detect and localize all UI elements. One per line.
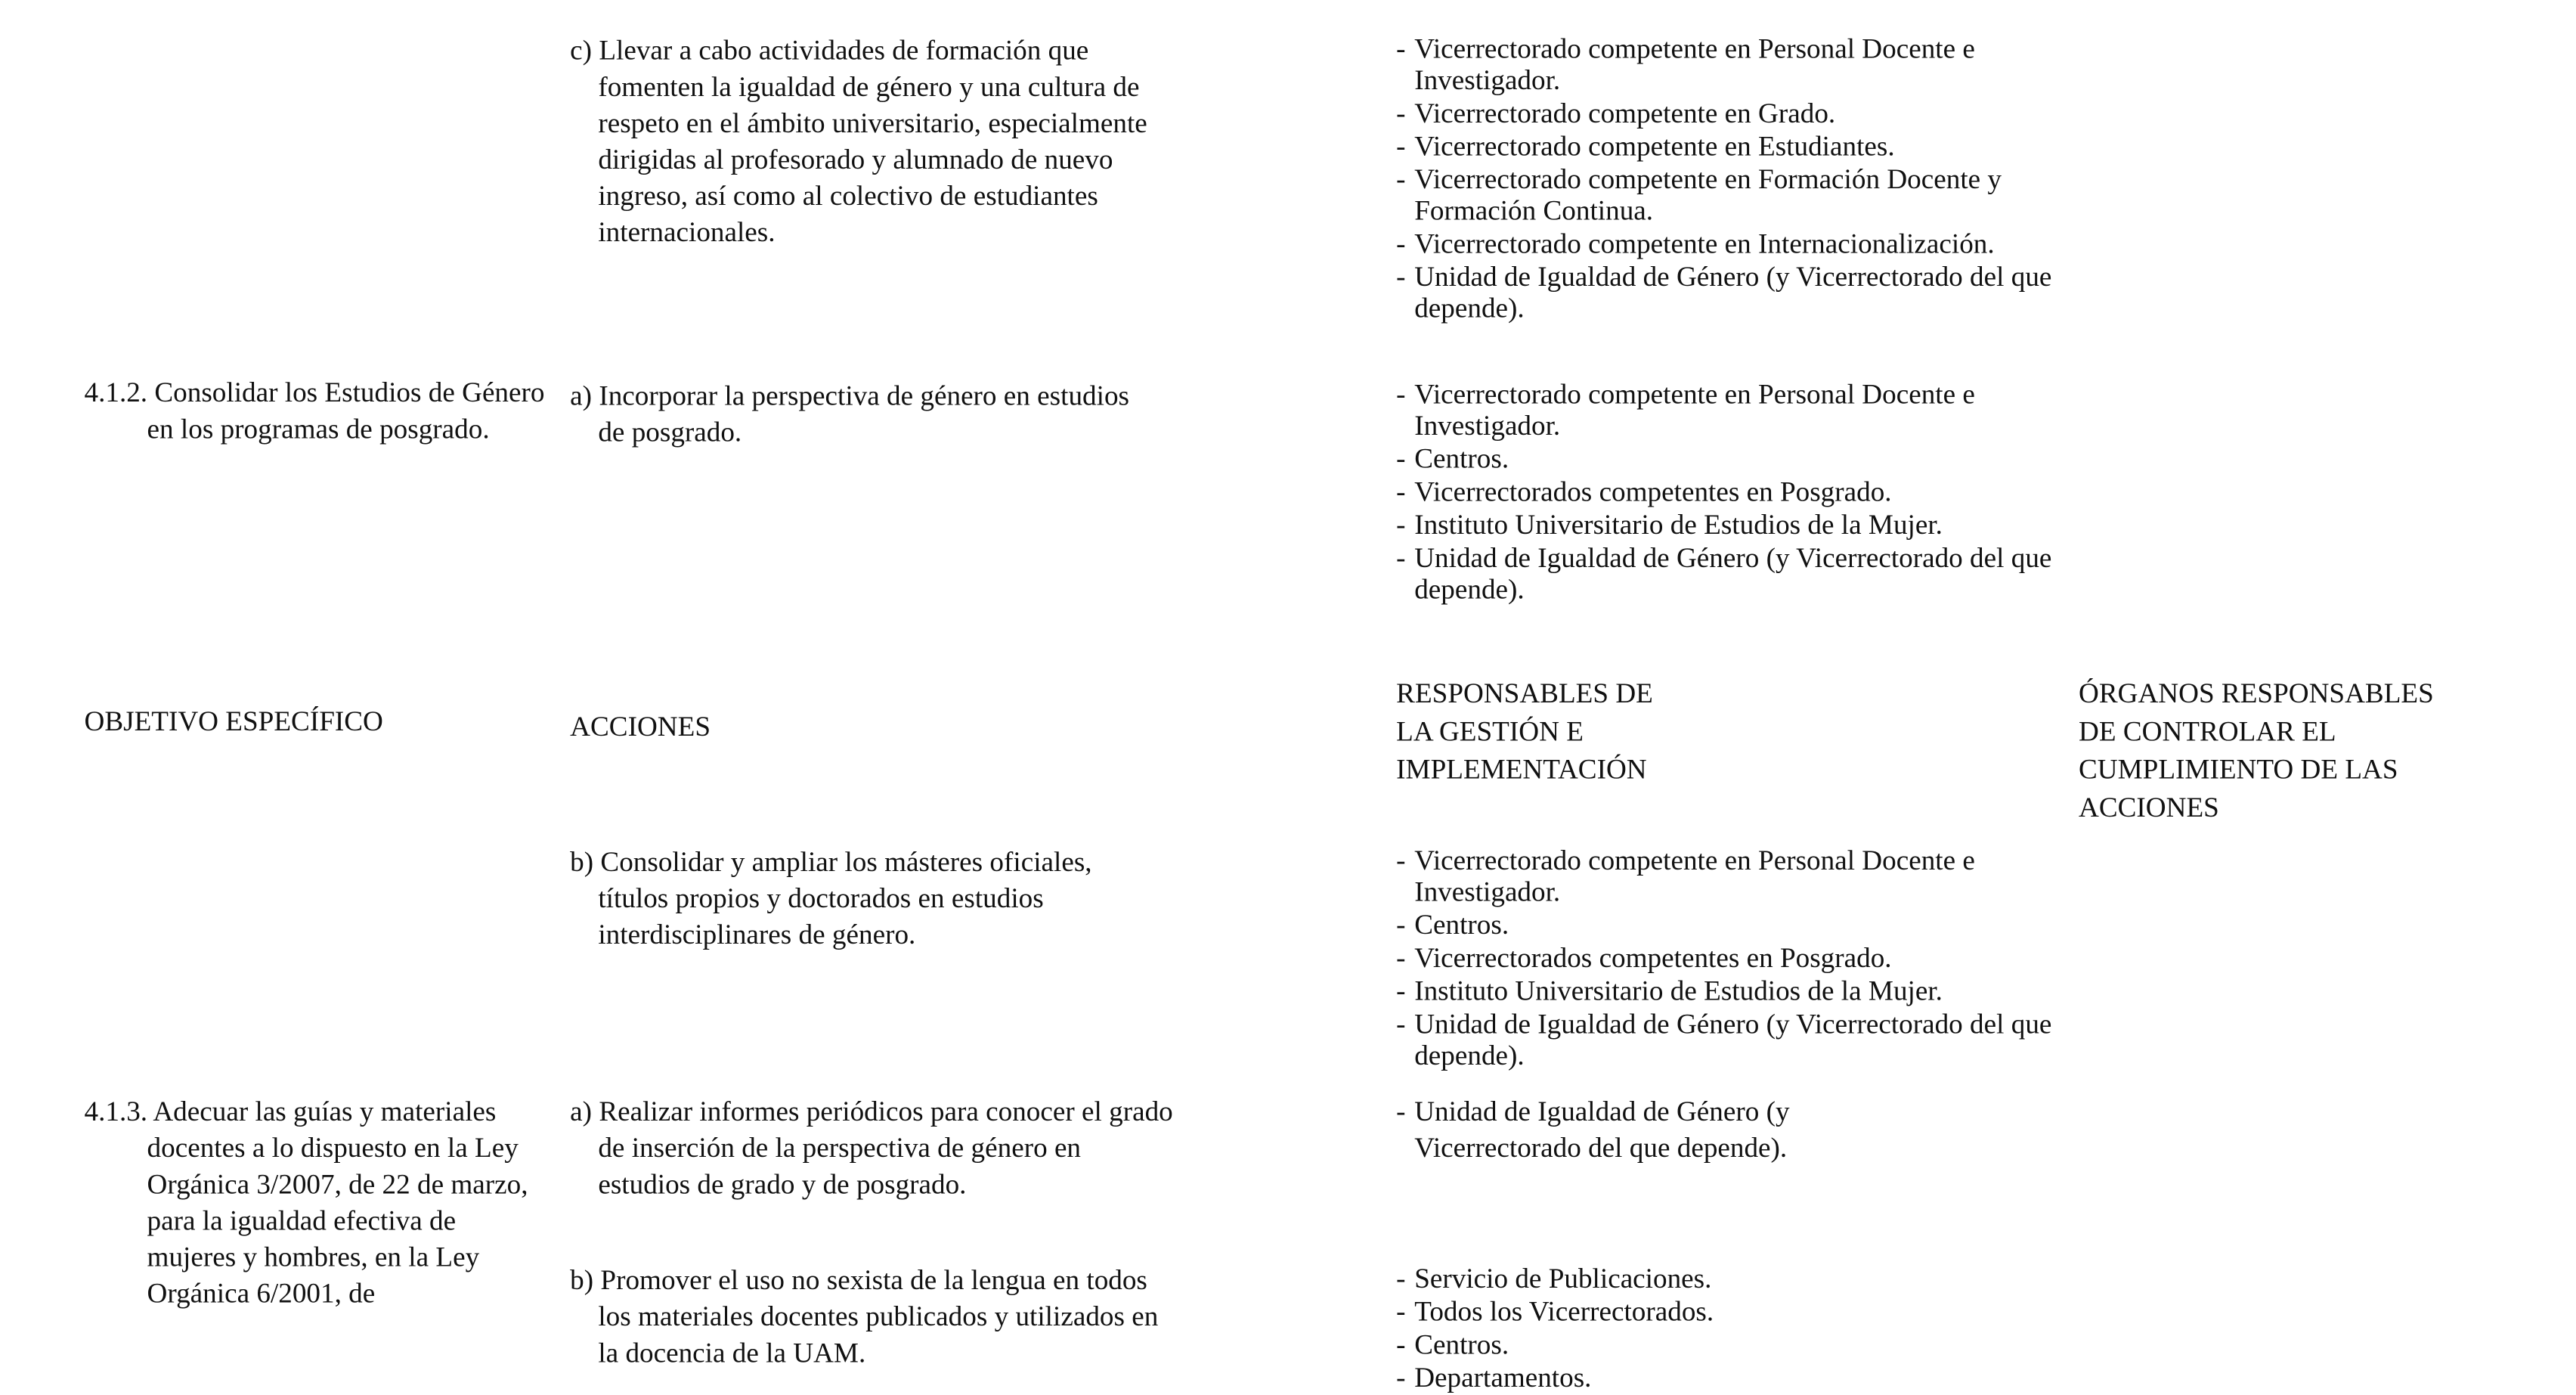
list-item: - Instituto Universitario de Estudios de la Mujer.	[1396, 975, 1943, 1007]
accion-413a-text: a) Realizar informes periódicos para conocer el grado de inserción de la perspectiva de género en estudios de grado y de posgrado.	[570, 1096, 1173, 1201]
list-item: - Vicerrectorado competente en Personal Docente e Investigador.	[1396, 845, 1975, 908]
accion-c-text: c) Llevar a cabo actividades de formación que fomenten la igualdad de género y una cultura de respeto en el ámbito universitario, especialmente dirigidas al profesorado y alumnado de nuevo ingreso, así como al colectivo de estudiantes internacionales.	[570, 34, 1147, 248]
list-item: - Centros.	[1396, 1328, 1509, 1361]
responsables-412b-list	[1396, 845, 2057, 1073]
header-objetivo: OBJETIVO ESPECÍFICO	[84, 705, 383, 737]
list-item: - Centros.	[1396, 909, 1509, 941]
responsables-413b-list	[1396, 1263, 1892, 1395]
list-item: - Unidad de Igualdad de Género (y Vicerrectorado del que depende).	[1396, 1008, 2052, 1071]
list-item: - Vicerrectorados competentes en Posgrado.	[1396, 476, 1892, 508]
accion-412b-text: b) Consolidar y ampliar los másteres oficiales, títulos propios y doctorados en estudios interdisciplinares de género.	[570, 846, 1092, 950]
list-item: - Vicerrectorado competente en Formación Docente y Formación Continua.	[1396, 163, 2002, 227]
list-item: - Unidad de Igualdad de Género (y Vicerrectorado del que depende).	[1396, 261, 2052, 324]
accion-412a-text: a) Incorporar la perspectiva de género en estudios de posgrado.	[570, 380, 1129, 448]
list-item: - Instituto Universitario de Estudios de la Mujer.	[1396, 509, 1943, 541]
accion-413b-text: b) Promover el uso no sexista de la lengua en todos los materiales docentes publicados y utilizados en la docencia de la UAM.	[570, 1264, 1159, 1369]
header-acciones: ACCIONES	[570, 710, 711, 742]
list-item: - Unidad de Igualdad de Género (y Vicerrectorado del que depende).	[1396, 1096, 1790, 1164]
objetivo-413-text: 4.1.3. Adecuar las guías y materiales docentes a lo dispuesto en la Ley Orgánica 3/2007, de 22 de marzo, para la igualdad efectiva de mujeres y hombres, en la Ley Orgánica 6/2001, de	[84, 1096, 528, 1310]
list-item: - Servicio de Publicaciones.	[1396, 1263, 1712, 1294]
list-item: - Vicerrectorado competente en Estudiantes.	[1396, 130, 1895, 163]
list-item: - Unidad de Igualdad de Género (y Vicerrectorado del que depende).	[1396, 542, 2052, 606]
list-item: - Todos los Vicerrectorados.	[1396, 1295, 1714, 1328]
list-item: - Vicerrectorado competente en Personal Docente e Investigador.	[1396, 33, 1975, 96]
list-item: - Vicerrectorado competente en Internacionalización.	[1396, 228, 1995, 260]
responsables-412a-list	[1396, 379, 2057, 607]
list-item: - Centros.	[1396, 442, 1509, 475]
list-item: - Vicerrectorado competente en Grado.	[1396, 97, 1836, 129]
header-organos: ÓRGANOS RESPONSABLES DE CONTROLAR EL CUMPLIMIENTO DE LAS ACCIONES	[2078, 677, 2434, 823]
header-responsables: RESPONSABLES DE LA GESTIÓN E IMPLEMENTACIÓN	[1396, 677, 1653, 786]
objetivo-412-text: 4.1.2. Consolidar los Estudios de Género en los programas de posgrado.	[84, 377, 545, 445]
list-item: - Vicerrectorados competentes en Posgrado.	[1396, 942, 1892, 974]
list-item: - Vicerrectorado competente en Personal Docente e Investigador.	[1396, 378, 1975, 442]
top-responsables-list	[1396, 33, 2057, 326]
list-item: - Departamentos.	[1396, 1362, 1592, 1393]
responsables-413a-list	[1396, 1094, 1892, 1168]
